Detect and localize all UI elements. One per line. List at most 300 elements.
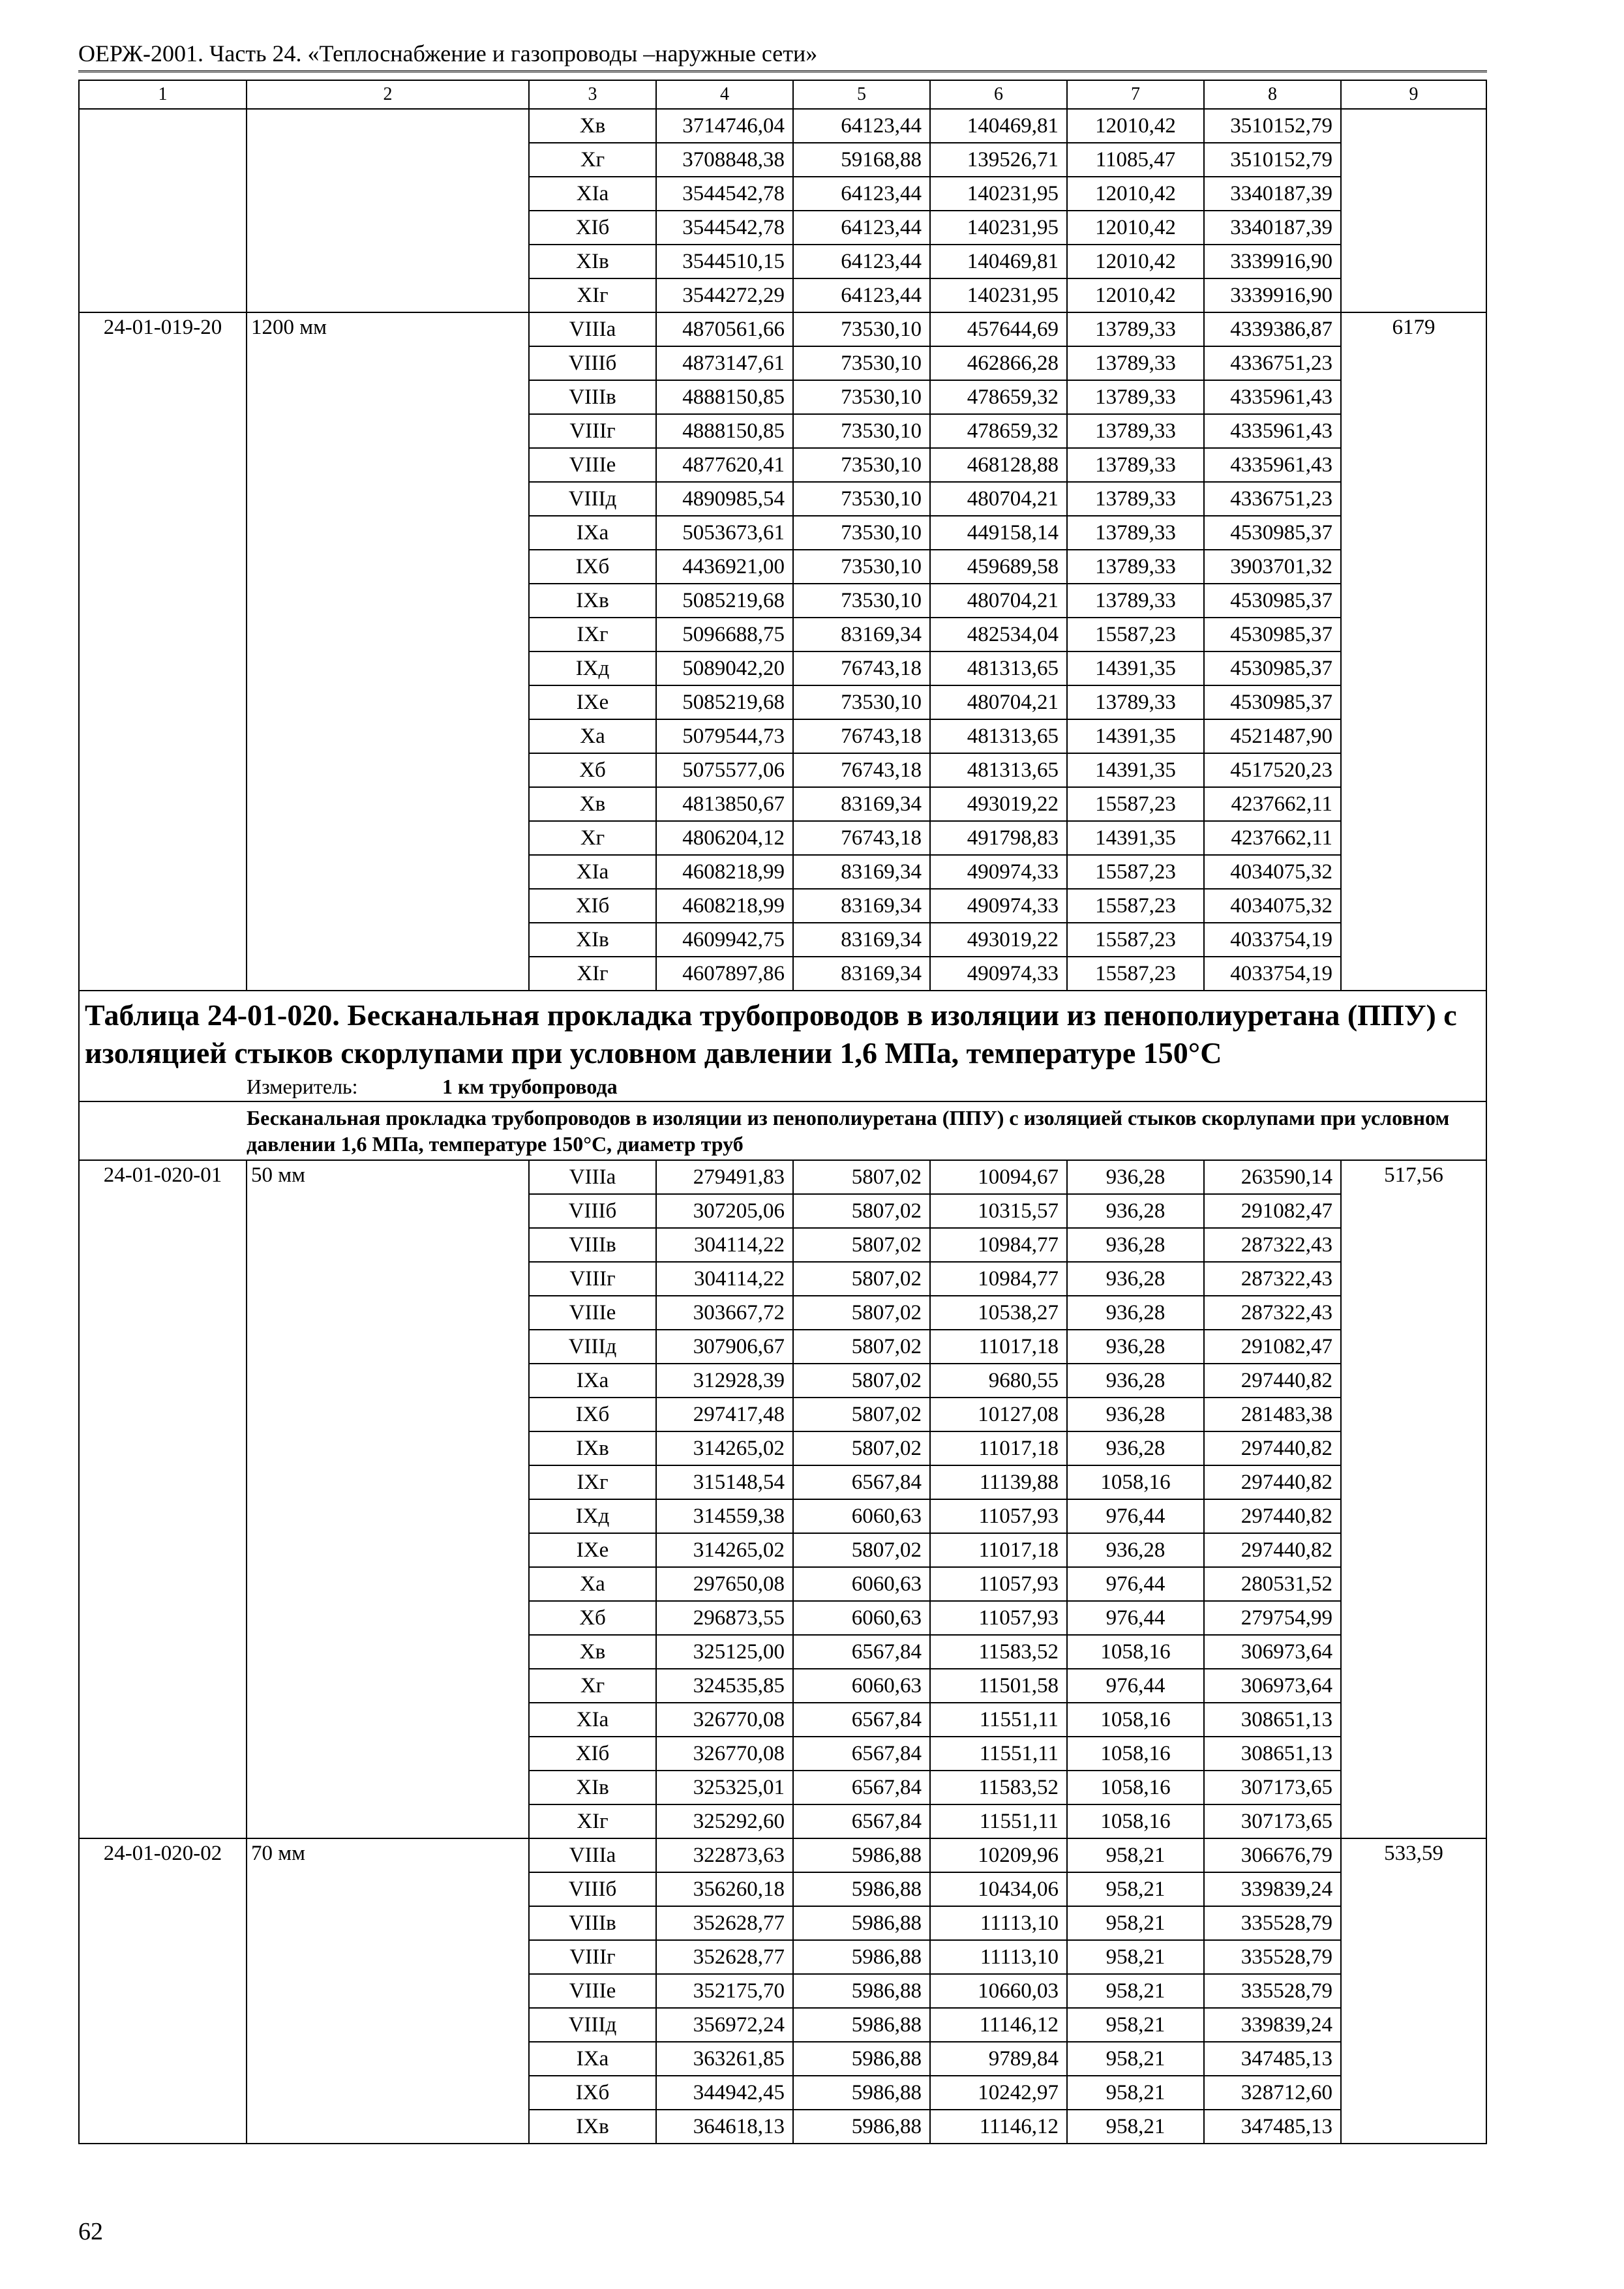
zone-cell: ХIг xyxy=(529,1804,656,1838)
value-cell: 291082,47 xyxy=(1204,1330,1341,1364)
zone-cell: IХб xyxy=(529,2076,656,2110)
value-cell: 324535,85 xyxy=(656,1669,793,1703)
value-cell: 480704,21 xyxy=(930,685,1067,719)
value-cell: 6060,63 xyxy=(793,1601,930,1635)
value-cell: 3340187,39 xyxy=(1204,211,1341,245)
value-cell: 76743,18 xyxy=(793,753,930,787)
value-cell: 5986,88 xyxy=(793,2076,930,2110)
value-cell: 83169,34 xyxy=(793,618,930,651)
value-cell: 6567,84 xyxy=(793,1465,930,1499)
column-9-cell: 517,56 xyxy=(1341,1160,1486,1838)
value-cell: 306973,64 xyxy=(1204,1669,1341,1703)
value-cell: 936,28 xyxy=(1067,1194,1204,1228)
value-cell: 5807,02 xyxy=(793,1398,930,1431)
value-cell: 11017,18 xyxy=(930,1431,1067,1465)
value-cell: 958,21 xyxy=(1067,2008,1204,2042)
value-cell: 958,21 xyxy=(1067,2042,1204,2076)
value-cell: 73530,10 xyxy=(793,685,930,719)
value-cell: 4034075,32 xyxy=(1204,889,1341,923)
value-cell: 339839,24 xyxy=(1204,1872,1341,1906)
value-cell: 140469,81 xyxy=(930,245,1067,278)
value-cell: 10127,08 xyxy=(930,1398,1067,1431)
value-cell: 10315,57 xyxy=(930,1194,1067,1228)
value-cell: 64123,44 xyxy=(793,177,930,211)
zone-cell: ХIа xyxy=(529,855,656,889)
value-cell: 5807,02 xyxy=(793,1262,930,1296)
value-cell: 4530985,37 xyxy=(1204,685,1341,719)
value-cell: 64123,44 xyxy=(793,245,930,278)
zone-cell: VIIIа xyxy=(529,1838,656,1872)
value-cell: 140469,81 xyxy=(930,109,1067,143)
value-cell: 1058,16 xyxy=(1067,1804,1204,1838)
rate-code-cell: 24-01-019-20 xyxy=(79,312,247,991)
value-cell: 5807,02 xyxy=(793,1533,930,1567)
value-cell: 10242,97 xyxy=(930,2076,1067,2110)
value-cell: 83169,34 xyxy=(793,787,930,821)
value-cell: 263590,14 xyxy=(1204,1160,1341,1194)
value-cell: 936,28 xyxy=(1067,1296,1204,1330)
table-row xyxy=(79,312,1486,346)
value-cell: 4530985,37 xyxy=(1204,651,1341,685)
value-cell: 4237662,11 xyxy=(1204,821,1341,855)
value-cell: 11057,93 xyxy=(930,1567,1067,1601)
zone-cell: IХв xyxy=(529,1431,656,1465)
value-cell: 6567,84 xyxy=(793,1737,930,1771)
zone-cell: IХе xyxy=(529,685,656,719)
value-cell: 481313,65 xyxy=(930,753,1067,787)
value-cell: 73530,10 xyxy=(793,448,930,482)
value-cell: 10209,96 xyxy=(930,1838,1067,1872)
value-cell: 306676,79 xyxy=(1204,1838,1341,1872)
value-cell: 11551,11 xyxy=(930,1703,1067,1737)
zone-cell: VIIIб xyxy=(529,346,656,380)
column-number-cell: 7 xyxy=(1067,80,1204,109)
value-cell: 3708848,38 xyxy=(656,143,793,177)
value-cell: 4339386,87 xyxy=(1204,312,1341,346)
zone-cell: VIIIг xyxy=(529,414,656,448)
value-cell: 1058,16 xyxy=(1067,1771,1204,1804)
value-cell: 4335961,43 xyxy=(1204,380,1341,414)
value-cell: 13789,33 xyxy=(1067,516,1204,550)
value-cell: 481313,65 xyxy=(930,651,1067,685)
value-cell: 976,44 xyxy=(1067,1567,1204,1601)
value-cell: 140231,95 xyxy=(930,211,1067,245)
value-cell: 5986,88 xyxy=(793,1906,930,1940)
zone-cell: IХа xyxy=(529,516,656,550)
value-cell: 5986,88 xyxy=(793,2110,930,2144)
value-cell: 10984,77 xyxy=(930,1228,1067,1262)
value-cell: 5807,02 xyxy=(793,1160,930,1194)
value-cell: 5085219,68 xyxy=(656,584,793,618)
value-cell: 4517520,23 xyxy=(1204,753,1341,787)
zone-cell: ХIв xyxy=(529,245,656,278)
value-cell: 13789,33 xyxy=(1067,584,1204,618)
value-cell: 480704,21 xyxy=(930,482,1067,516)
value-cell: 12010,42 xyxy=(1067,211,1204,245)
value-cell: 5986,88 xyxy=(793,2042,930,2076)
value-cell: 976,44 xyxy=(1067,1601,1204,1635)
zone-cell: VIIIе xyxy=(529,1296,656,1330)
value-cell: 478659,32 xyxy=(930,414,1067,448)
value-cell: 6567,84 xyxy=(793,1703,930,1737)
value-cell: 83169,34 xyxy=(793,889,930,923)
value-cell: 4608218,99 xyxy=(656,889,793,923)
zone-cell: ХIв xyxy=(529,923,656,957)
value-cell: 64123,44 xyxy=(793,109,930,143)
value-cell: 314265,02 xyxy=(656,1431,793,1465)
zone-cell: ХIб xyxy=(529,889,656,923)
zone-cell: IХг xyxy=(529,618,656,651)
value-cell: 3903701,32 xyxy=(1204,550,1341,584)
value-cell: 5807,02 xyxy=(793,1296,930,1330)
value-cell: 4335961,43 xyxy=(1204,414,1341,448)
value-cell: 462866,28 xyxy=(930,346,1067,380)
table-row xyxy=(79,1838,1486,1872)
value-cell: 13789,33 xyxy=(1067,312,1204,346)
zone-cell: VIIIв xyxy=(529,1228,656,1262)
value-cell: 11085,47 xyxy=(1067,143,1204,177)
value-cell: 76743,18 xyxy=(793,719,930,753)
value-cell: 3544510,15 xyxy=(656,245,793,278)
value-cell: 457644,69 xyxy=(930,312,1067,346)
value-cell: 958,21 xyxy=(1067,1940,1204,1974)
value-cell: 364618,13 xyxy=(656,2110,793,2144)
value-cell: 10434,06 xyxy=(930,1872,1067,1906)
value-cell: 5807,02 xyxy=(793,1431,930,1465)
value-cell: 13789,33 xyxy=(1067,482,1204,516)
measure-row xyxy=(79,1072,1486,1101)
value-cell: 10984,77 xyxy=(930,1262,1067,1296)
value-cell: 4033754,19 xyxy=(1204,923,1341,957)
value-cell: 4888150,85 xyxy=(656,414,793,448)
value-cell: 5085219,68 xyxy=(656,685,793,719)
value-cell: 976,44 xyxy=(1067,1499,1204,1533)
table-row xyxy=(79,109,1486,143)
value-cell: 5986,88 xyxy=(793,1838,930,1872)
value-cell: 4609942,75 xyxy=(656,923,793,957)
zone-cell: IХб xyxy=(529,1398,656,1431)
value-cell: 6567,84 xyxy=(793,1804,930,1838)
value-cell: 325292,60 xyxy=(656,1804,793,1838)
value-cell: 315148,54 xyxy=(656,1465,793,1499)
value-cell: 64123,44 xyxy=(793,278,930,312)
value-cell: 279491,83 xyxy=(656,1160,793,1194)
value-cell: 482534,04 xyxy=(930,618,1067,651)
value-cell: 304114,22 xyxy=(656,1262,793,1296)
value-cell: 64123,44 xyxy=(793,211,930,245)
value-cell: 4607897,86 xyxy=(656,957,793,991)
value-cell: 6567,84 xyxy=(793,1771,930,1804)
value-cell: 11551,11 xyxy=(930,1804,1067,1838)
zone-cell: IХе xyxy=(529,1533,656,1567)
value-cell: 3340187,39 xyxy=(1204,177,1341,211)
zone-cell: VIIIд xyxy=(529,482,656,516)
value-cell: 4033754,19 xyxy=(1204,957,1341,991)
value-cell: 11583,52 xyxy=(930,1771,1067,1804)
value-cell: 4530985,37 xyxy=(1204,516,1341,550)
zone-cell: IХб xyxy=(529,550,656,584)
zone-cell: VIIIб xyxy=(529,1194,656,1228)
value-cell: 339839,24 xyxy=(1204,2008,1341,2042)
zone-cell: ХIг xyxy=(529,278,656,312)
value-cell: 352175,70 xyxy=(656,1974,793,2008)
value-cell: 6567,84 xyxy=(793,1635,930,1669)
value-cell: 5986,88 xyxy=(793,1974,930,2008)
value-cell: 3510152,79 xyxy=(1204,143,1341,177)
value-cell: 5807,02 xyxy=(793,1330,930,1364)
value-cell: 73530,10 xyxy=(793,584,930,618)
zone-cell: VIIIа xyxy=(529,312,656,346)
value-cell: 491798,83 xyxy=(930,821,1067,855)
value-cell: 11017,18 xyxy=(930,1330,1067,1364)
pipe-diameter-cell xyxy=(247,109,529,312)
value-cell: 4806204,12 xyxy=(656,821,793,855)
value-cell: 326770,08 xyxy=(656,1703,793,1737)
value-cell: 11139,88 xyxy=(930,1465,1067,1499)
description-text: Бесканальная прокладка трубопроводов в изоляции из пенополиуретана (ППУ) с изоляцией стыков скорлупами при условном давлении 1,6 МПа, температуре 150°С, диаметр труб xyxy=(247,1106,1450,1156)
zone-cell: IХв xyxy=(529,2110,656,2144)
value-cell: 468128,88 xyxy=(930,448,1067,482)
value-cell: 11146,12 xyxy=(930,2008,1067,2042)
value-cell: 73530,10 xyxy=(793,312,930,346)
zone-cell: VIIIв xyxy=(529,1906,656,1940)
value-cell: 5075577,06 xyxy=(656,753,793,787)
value-cell: 490974,33 xyxy=(930,889,1067,923)
value-cell: 936,28 xyxy=(1067,1533,1204,1567)
value-cell: 12010,42 xyxy=(1067,245,1204,278)
value-cell: 306973,64 xyxy=(1204,1635,1341,1669)
value-cell: 493019,22 xyxy=(930,787,1067,821)
page-number: 62 xyxy=(78,2218,103,2245)
value-cell: 314559,38 xyxy=(656,1499,793,1533)
rates-table-body xyxy=(79,80,1486,2144)
value-cell: 4530985,37 xyxy=(1204,584,1341,618)
value-cell: 12010,42 xyxy=(1067,177,1204,211)
zone-cell: Хб xyxy=(529,1601,656,1635)
value-cell: 4877620,41 xyxy=(656,448,793,482)
value-cell: 15587,23 xyxy=(1067,923,1204,957)
zone-cell: IХд xyxy=(529,651,656,685)
value-cell: 459689,58 xyxy=(930,550,1067,584)
table-title: Таблица 24-01-020. Бесканальная прокладка трубопроводов в изоляции из пенополиуретана (ППУ) с изоляцией стыков скорлупами при условном давлении 1,6 МПа, температуре 150°С xyxy=(79,991,1486,1072)
zone-cell: Хг xyxy=(529,1669,656,1703)
value-cell: 493019,22 xyxy=(930,923,1067,957)
value-cell: 11146,12 xyxy=(930,2110,1067,2144)
value-cell: 326770,08 xyxy=(656,1737,793,1771)
running-header: ОЕРЖ-2001. Часть 24. «Теплоснабжение и газопроводы –наружные сети» xyxy=(78,39,1487,72)
value-cell: 14391,35 xyxy=(1067,821,1204,855)
value-cell: 83169,34 xyxy=(793,923,930,957)
value-cell: 13789,33 xyxy=(1067,550,1204,584)
value-cell: 958,21 xyxy=(1067,1906,1204,1940)
value-cell: 4530985,37 xyxy=(1204,618,1341,651)
table-title-row xyxy=(79,991,1486,1072)
value-cell: 297417,48 xyxy=(656,1398,793,1431)
value-cell: 5089042,20 xyxy=(656,651,793,685)
zone-cell: IХг xyxy=(529,1465,656,1499)
zone-cell: VIIIе xyxy=(529,1974,656,2008)
value-cell: 73530,10 xyxy=(793,550,930,584)
value-cell: 13789,33 xyxy=(1067,448,1204,482)
value-cell: 4608218,99 xyxy=(656,855,793,889)
value-cell: 14391,35 xyxy=(1067,719,1204,753)
zone-cell: VIIIв xyxy=(529,380,656,414)
value-cell: 291082,47 xyxy=(1204,1194,1341,1228)
value-cell: 480704,21 xyxy=(930,584,1067,618)
value-cell: 73530,10 xyxy=(793,346,930,380)
value-cell: 13789,33 xyxy=(1067,380,1204,414)
column-number-row xyxy=(79,80,1486,109)
zone-cell: VIIIд xyxy=(529,1330,656,1364)
pipe-diameter-cell: 50 мм xyxy=(247,1160,529,1838)
column-9-cell: 6179 xyxy=(1341,312,1486,991)
value-cell: 15587,23 xyxy=(1067,889,1204,923)
column-9-cell xyxy=(1341,109,1486,312)
zone-cell: VIIIе xyxy=(529,448,656,482)
value-cell: 5986,88 xyxy=(793,2008,930,2042)
value-cell: 307906,67 xyxy=(656,1330,793,1364)
value-cell: 344942,45 xyxy=(656,2076,793,2110)
value-cell: 490974,33 xyxy=(930,957,1067,991)
column-number-cell: 5 xyxy=(793,80,930,109)
zone-cell: ХIг xyxy=(529,957,656,991)
value-cell: 1058,16 xyxy=(1067,1703,1204,1737)
value-cell: 73530,10 xyxy=(793,380,930,414)
column-number-cell: 2 xyxy=(247,80,529,109)
zone-cell: Хг xyxy=(529,821,656,855)
value-cell: 347485,13 xyxy=(1204,2042,1341,2076)
value-cell: 297440,82 xyxy=(1204,1431,1341,1465)
description-cell xyxy=(79,1101,1486,1160)
value-cell: 14391,35 xyxy=(1067,651,1204,685)
value-cell: 347485,13 xyxy=(1204,2110,1341,2144)
zone-cell: ХIа xyxy=(529,177,656,211)
value-cell: 73530,10 xyxy=(793,516,930,550)
zone-cell: IХд xyxy=(529,1499,656,1533)
value-cell: 11551,11 xyxy=(930,1737,1067,1771)
value-cell: 73530,10 xyxy=(793,482,930,516)
value-cell: 1058,16 xyxy=(1067,1465,1204,1499)
value-cell: 5986,88 xyxy=(793,1940,930,1974)
value-cell: 10660,03 xyxy=(930,1974,1067,2008)
value-cell: 3339916,90 xyxy=(1204,245,1341,278)
zone-cell: Хг xyxy=(529,143,656,177)
value-cell: 303667,72 xyxy=(656,1296,793,1330)
value-cell: 139526,71 xyxy=(930,143,1067,177)
value-cell: 279754,99 xyxy=(1204,1601,1341,1635)
rates-table-sheet xyxy=(78,80,1486,2144)
value-cell: 297440,82 xyxy=(1204,1533,1341,1567)
value-cell: 490974,33 xyxy=(930,855,1067,889)
column-number-cell: 1 xyxy=(79,80,247,109)
column-9-cell: 533,59 xyxy=(1341,1838,1486,2144)
value-cell: 83169,34 xyxy=(793,957,930,991)
value-cell: 936,28 xyxy=(1067,1160,1204,1194)
description-row xyxy=(79,1101,1486,1160)
zone-cell: VIIIб xyxy=(529,1872,656,1906)
zone-cell: VIIIг xyxy=(529,1940,656,1974)
zone-cell: Ха xyxy=(529,719,656,753)
value-cell: 335528,79 xyxy=(1204,1974,1341,2008)
value-cell: 936,28 xyxy=(1067,1431,1204,1465)
value-cell: 73530,10 xyxy=(793,414,930,448)
value-cell: 76743,18 xyxy=(793,651,930,685)
value-cell: 4873147,61 xyxy=(656,346,793,380)
value-cell: 6060,63 xyxy=(793,1669,930,1703)
value-cell: 1058,16 xyxy=(1067,1737,1204,1771)
value-cell: 4237662,11 xyxy=(1204,787,1341,821)
value-cell: 140231,95 xyxy=(930,278,1067,312)
value-cell: 936,28 xyxy=(1067,1364,1204,1398)
value-cell: 15587,23 xyxy=(1067,618,1204,651)
value-cell: 449158,14 xyxy=(930,516,1067,550)
value-cell: 958,21 xyxy=(1067,1974,1204,2008)
value-cell: 281483,38 xyxy=(1204,1398,1341,1431)
value-cell: 936,28 xyxy=(1067,1228,1204,1262)
zone-cell: ХIб xyxy=(529,1737,656,1771)
value-cell: 352628,77 xyxy=(656,1906,793,1940)
value-cell: 12010,42 xyxy=(1067,278,1204,312)
value-cell: 287322,43 xyxy=(1204,1228,1341,1262)
value-cell: 4336751,23 xyxy=(1204,482,1341,516)
value-cell: 308651,13 xyxy=(1204,1737,1341,1771)
value-cell: 15587,23 xyxy=(1067,957,1204,991)
value-cell: 308651,13 xyxy=(1204,1703,1341,1737)
value-cell: 936,28 xyxy=(1067,1330,1204,1364)
value-cell: 13789,33 xyxy=(1067,346,1204,380)
measure-cell xyxy=(79,1072,1486,1101)
value-cell: 304114,22 xyxy=(656,1228,793,1262)
value-cell: 356972,24 xyxy=(656,2008,793,2042)
value-cell: 335528,79 xyxy=(1204,1940,1341,1974)
value-cell: 11113,10 xyxy=(930,1906,1067,1940)
value-cell: 4335961,43 xyxy=(1204,448,1341,482)
value-cell: 11583,52 xyxy=(930,1635,1067,1669)
value-cell: 59168,88 xyxy=(793,143,930,177)
value-cell: 312928,39 xyxy=(656,1364,793,1398)
value-cell: 322873,63 xyxy=(656,1838,793,1872)
value-cell: 10538,27 xyxy=(930,1296,1067,1330)
value-cell: 1058,16 xyxy=(1067,1635,1204,1669)
value-cell: 3339916,90 xyxy=(1204,278,1341,312)
value-cell: 335528,79 xyxy=(1204,1906,1341,1940)
rate-code-cell xyxy=(79,109,247,312)
rate-code-cell: 24-01-020-02 xyxy=(79,1838,247,2144)
value-cell: 958,21 xyxy=(1067,1872,1204,1906)
zone-cell: IХв xyxy=(529,584,656,618)
value-cell: 314265,02 xyxy=(656,1533,793,1567)
value-cell: 297440,82 xyxy=(1204,1364,1341,1398)
value-cell: 4336751,23 xyxy=(1204,346,1341,380)
value-cell: 4813850,67 xyxy=(656,787,793,821)
value-cell: 958,21 xyxy=(1067,1838,1204,1872)
value-cell: 5807,02 xyxy=(793,1228,930,1262)
value-cell: 4436921,00 xyxy=(656,550,793,584)
table-row xyxy=(79,1160,1486,1194)
value-cell: 287322,43 xyxy=(1204,1296,1341,1330)
zone-cell: Хб xyxy=(529,753,656,787)
zone-cell: ХIа xyxy=(529,1703,656,1737)
zone-cell: Хв xyxy=(529,787,656,821)
value-cell: 328712,60 xyxy=(1204,2076,1341,2110)
value-cell: 4034075,32 xyxy=(1204,855,1341,889)
value-cell: 297440,82 xyxy=(1204,1465,1341,1499)
value-cell: 9680,55 xyxy=(930,1364,1067,1398)
value-cell: 5807,02 xyxy=(793,1364,930,1398)
value-cell: 356260,18 xyxy=(656,1872,793,1906)
value-cell: 76743,18 xyxy=(793,821,930,855)
value-cell: 307173,65 xyxy=(1204,1804,1341,1838)
